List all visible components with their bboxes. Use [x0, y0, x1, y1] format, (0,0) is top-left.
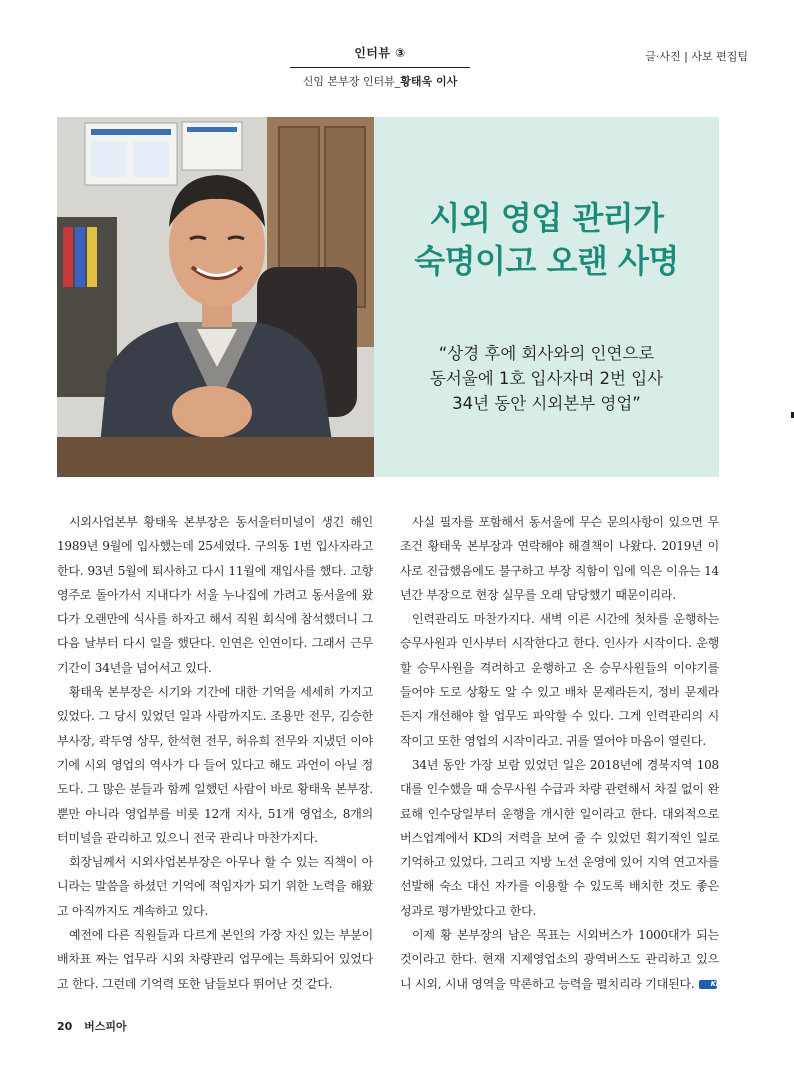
header-divider [290, 67, 470, 68]
header-subtitle [270, 73, 490, 89]
quote-line-2: 동서울에 1호 입사자며 2번 입사 [429, 369, 664, 388]
quote-line-3: 34년 동안 시외본부 영업” [452, 394, 641, 413]
article-header [290, 44, 470, 89]
paragraph: 시외사업본부 황태욱 본부장은 동서울터미널이 생긴 해인 1989년 9월에 입사했는데 25세였다. 구의동 1번 입사자라고 한다. 93년 5월에 퇴사하고 다시 11월에 재입사를 했다. 고향 영주로 돌아가서 지내다가 서울 누나집에 가려고 동서울에 왔다가 오랜만에 식사를 하자고 해서 직원 회식에 참석했더니 그 다음 날부터 다시 일을 했단다. 인연은 인연이다. 그래서 근무 기간이 34년을 넘어서고 있다. [57, 515, 373, 675]
paragraph: 회장님께서 시외사업본부장은 아무나 할 수 있는 직책이 아니라는 말씀을 하셨던 기억에 적임자가 되기 위한 노력을 해왔고 아직까지도 계속하고 있다. [57, 855, 373, 918]
paragraph-text: 이제 황 본부장의 남은 목표는 시외버스가 1000대가 되는 것이라고 한다. 현재 지제영업소의 광역버스도 관리하고 있으니 시외, 시내 영역을 막론하고 능력을 펼치리라 기대된다. [400, 928, 719, 991]
article-column-right [400, 510, 722, 996]
byline: 글·사진 | 사보 편집팀 [645, 50, 748, 63]
paragraph: 예전에 다른 직원들과 다르게 본인의 가장 자신 있는 부분이 배차표 짜는 업무라 시외 차량관리 업무에는 특화되어 있었다고 한다. 그런데 기억력 또한 남들보다 뛰어난 것 같다. [57, 928, 373, 991]
headline [374, 197, 719, 283]
title-panel [374, 117, 719, 477]
pull-quote [374, 341, 719, 416]
paragraph: 사실 필자를 포함해서 동서울에 무슨 문의사항이 있으면 무조건 황태욱 본부장과 연락해야 해결책이 나왔다. 2019년 이사로 진급했음에도 불구하고 부장 직함이 입에 익은 이유는 14년간 부장으로 현장 실무를 오래 담당했기 때문이리라. [400, 515, 719, 602]
magazine-name: 버스피아 [84, 1020, 127, 1033]
subtitle-name: 황태욱 이사 [400, 75, 458, 88]
portrait-photo [57, 117, 374, 477]
kd-logo-icon: KD [699, 980, 717, 989]
page-number: 20 [57, 1020, 73, 1033]
portrait-illustration [57, 117, 374, 477]
subtitle-prefix: 신임 본부장 인터뷰_ [302, 75, 401, 88]
headline-line-1: 시외 영업 관리가 [429, 199, 664, 237]
paragraph-last [400, 923, 722, 996]
paragraph: 황태욱 본부장은 시기와 기간에 대한 기억을 세세히 가지고 있었다. 그 당시 있었던 일과 사람까지도. 조용만 전무, 김승한 부사장, 곽두영 상무, 한석현 전무, 허유희 전무와 지냈던 이야기에 시외 영업의 역사가 다 들어 있다고 해도 과언이 아닐 정도다. 그 많은 분들과 함께 일했던 사람이 바로 황태욱 본부장. 뿐만 아니라 영업부를 비롯 12개 지사, 51개 영업소, 8개의 터미널을 관리하고 있으니 전국 관리나 마찬가지다. [57, 685, 373, 845]
headline-line-2: 숙명이고 오랜 사명 [414, 242, 679, 280]
paragraph: 34년 동안 가장 보람 있었던 일은 2018년에 경북지역 108대를 인수했을 때 승무사원 수급과 차량 관련해서 차질 없이 완료해 인수당일부터 운행을 개시한 일이라고 한다. 대외적으로 버스업계에서 KD의 저력을 보여 줄 수 있었던 획기적인 일로 기억하고 있었다. 그리고 지방 노선 운영에 있어 지역 연고자를 선발해 숙소 대신 자가를 이용할 수 있도록 배치한 것도 좋은 성과로 평가받았다고 한다. [400, 757, 719, 918]
article-column-left [57, 510, 373, 996]
series-label: 인터뷰 ③ [354, 46, 406, 60]
paragraph: 인력관리도 마찬가지다. 새벽 이른 시간에 첫차를 운행하는 승무사원과 인사부터 시작한다고 한다. 인사가 시작이다. 운행할 승무사원을 격려하고 운행하고 온 승무사원들의 이야기를 들어야 도로 상황도 알 수 있고 배차 문제라든지, 정비 문제라든지 개선해야 할 업무도 파악할 수 있다. 그게 인력관리의 시작이고 또한 영업의 시작이라고. 귀를 열어야 마음이 열린다. [400, 612, 719, 748]
page-footer [57, 1018, 127, 1034]
quote-line-1: “상경 후에 회사와의 인연으로 [438, 344, 655, 363]
